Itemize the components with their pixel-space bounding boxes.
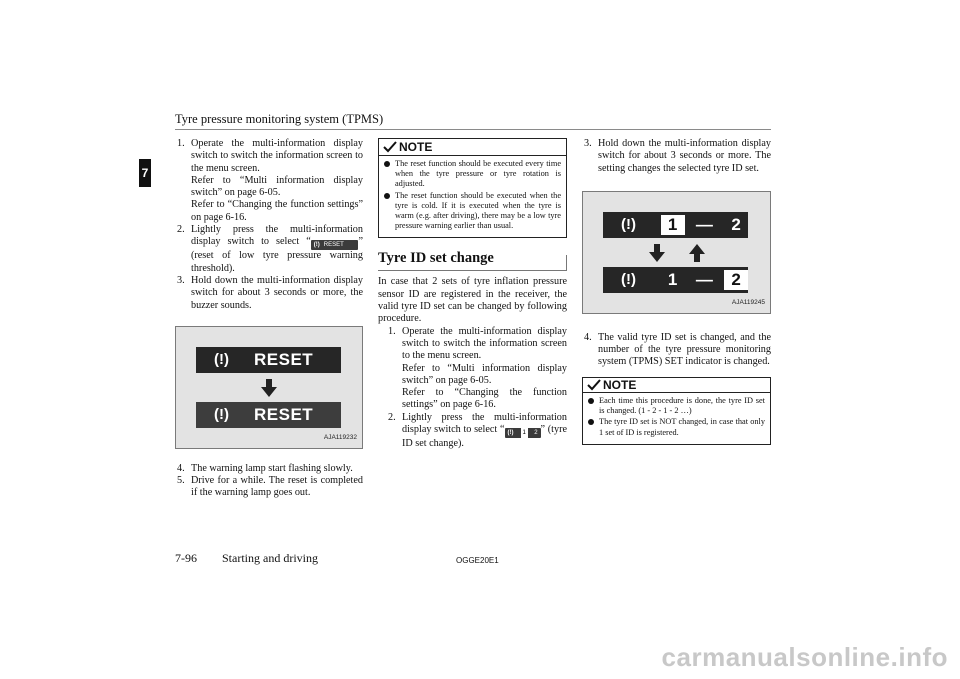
- step-number: 2.: [177, 224, 185, 236]
- step-1: [175, 138, 363, 224]
- bullet-icon: [588, 398, 594, 404]
- page-header-title: Tyre pressure monitoring system (TPMS): [175, 112, 384, 126]
- note-item: Each time this procedure is done, the tyre ID set is changed. (1 - 2 - 1 - 2 …): [588, 396, 765, 416]
- step-number: 3.: [584, 138, 592, 149]
- tyre-id-1: 1: [667, 269, 678, 289]
- reset-figure: [175, 326, 363, 449]
- note-item: The reset function should be executed when the tyre is cold. If it is executed when the tyre is warm (e.g. after driving), there may be a low tyre pressure warning earlier than usual.: [384, 191, 561, 232]
- note-header: [379, 139, 566, 155]
- note-item: The tyre ID set is NOT changed, in case that only 1 set of ID is registered.: [588, 417, 765, 437]
- footer-section-name: Starting and driving: [222, 551, 318, 565]
- column-1: [175, 138, 363, 500]
- tyre-id-2: 2: [731, 214, 741, 234]
- id-separator: —: [695, 269, 713, 289]
- step-number: 1.: [388, 325, 396, 337]
- note-item: The reset function should be executed every time when the tyre pressure or tyre rotation is adjusted.: [384, 159, 561, 190]
- figure-code: AJA119232: [323, 433, 357, 441]
- tyre-warning-icon: (!): [214, 405, 229, 423]
- reset-menu-icon: (!) RESET: [311, 240, 359, 250]
- step-1: [386, 326, 567, 412]
- tyre-warning-icon: (!): [621, 215, 636, 233]
- watermark: carmanualsonline.info: [661, 642, 948, 672]
- tyre-id-1-selected: 1: [661, 215, 685, 235]
- heading-rule-tick: [566, 255, 567, 271]
- id-separator: —: [695, 214, 713, 234]
- step-3: [175, 275, 363, 312]
- tyre-id-figure: [582, 191, 771, 314]
- header-rule: [175, 129, 771, 130]
- arrow-down-icon: [261, 379, 277, 397]
- tyre-warning-icon: (!): [214, 350, 229, 368]
- tyre-id-2-selected: 2: [724, 270, 748, 290]
- step-text: The valid tyre ID set is changed, and the number of the tyre pressure monitoring system (TPMS) SET indicator is changed.: [598, 331, 771, 368]
- column-3: [582, 138, 771, 445]
- note-header: [583, 378, 770, 392]
- section-heading: [378, 250, 567, 271]
- note-label: NOTE: [603, 377, 637, 392]
- reset-label: RESET: [254, 404, 314, 424]
- step-4: [175, 463, 363, 475]
- note-check-icon: [587, 379, 601, 391]
- note-box: [582, 377, 771, 445]
- step-text: Lightly press the multi-information display switch to select “: [402, 411, 567, 435]
- step-number: 1.: [177, 138, 185, 149]
- step-text: ” (reset of low tyre pressure warning threshold).: [191, 236, 363, 274]
- step-text: Hold down the multi-information display switch for about 3 seconds or more. The setting changes the selected tyre ID set.: [598, 138, 771, 174]
- step-text: Lightly press the multi-information display switch to select “: [191, 224, 363, 248]
- reference-text: Refer to “Multi information display switch” on page 6-05.: [402, 362, 567, 386]
- note-check-icon: [383, 141, 397, 153]
- note-label: NOTE: [399, 140, 433, 154]
- tyre-warning-icon: (!): [621, 270, 636, 288]
- reference-text: Refer to “Changing the function settings” on page 6-16.: [402, 387, 567, 411]
- reference-text: Refer to “Changing the function settings” on page 6-16.: [191, 199, 363, 223]
- step-text: Operate the multi-information display switch to switch the information screen to the menu screen.: [402, 325, 567, 362]
- reset-display-bar: [196, 402, 341, 428]
- document-code: OGGE20E1: [456, 556, 499, 565]
- tyre-id-display-bar: [603, 212, 748, 238]
- chapter-tab: 7: [139, 159, 151, 187]
- step-2: [175, 224, 363, 275]
- reset-display-bar: [196, 347, 341, 373]
- section-intro: In case that 2 sets of tyre inflation pressure sensor ID are registered in the receiver, the valid tyre ID set can be changed by following procedure.: [378, 276, 567, 325]
- tyre-id-display-bar: [603, 267, 748, 293]
- step-text: ” (tyre ID set change).: [402, 423, 567, 449]
- step-2: [386, 412, 567, 451]
- arrow-down-icon: [649, 244, 665, 262]
- bullet-icon: [588, 419, 594, 425]
- step-text: Operate the multi-information display switch to switch the information screen to the menu screen.: [191, 138, 363, 174]
- step-text: The warning lamp start flashing slowly.: [191, 462, 353, 474]
- figure-code: AJA119245: [731, 298, 765, 306]
- step-3: [582, 138, 771, 175]
- section-title: Tyre ID set change: [378, 250, 567, 271]
- reset-label: RESET: [254, 349, 314, 369]
- step-number: 4.: [177, 462, 185, 474]
- step-number: 5.: [177, 475, 185, 487]
- note-body: [583, 392, 770, 444]
- tyre-id-menu-icon: (!) 1 2: [505, 428, 541, 438]
- column-2: [378, 138, 567, 450]
- arrow-up-icon: [689, 244, 705, 262]
- step-4: [582, 332, 771, 369]
- note-box: [378, 138, 567, 238]
- step-text: Drive for a while. The reset is completed if the warning lamp goes out.: [191, 475, 363, 499]
- step-number: 2.: [388, 411, 396, 423]
- bullet-icon: [384, 193, 390, 199]
- note-body: [379, 155, 566, 237]
- step-number: 3.: [177, 274, 185, 286]
- step-number: 4.: [584, 331, 592, 343]
- step-5: [175, 475, 363, 500]
- page-number: 7-96: [175, 551, 197, 565]
- reference-text: Refer to “Multi information display switch” on page 6-05.: [191, 174, 363, 199]
- step-text: Hold down the multi-information display switch for about 3 seconds or more, the buzzer sounds.: [191, 274, 363, 311]
- bullet-icon: [384, 161, 390, 167]
